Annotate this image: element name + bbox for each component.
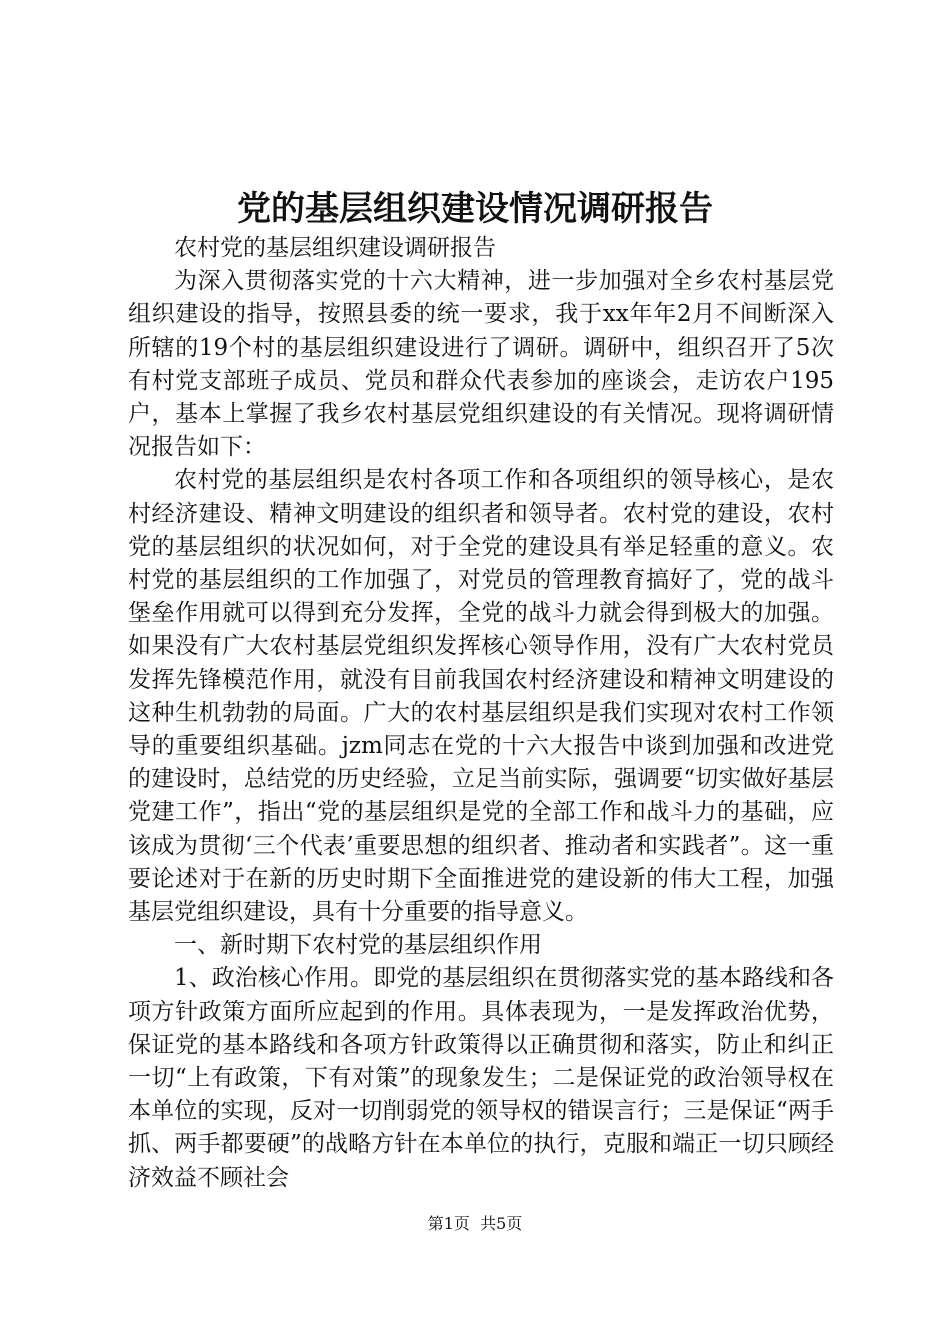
section-heading: 一、新时期下农村党的基层组织作用: [174, 932, 542, 959]
page-footer: [0, 1214, 950, 1234]
body-paragraph: 农村党的基层组织是农村各项工作和各项组织的领导核心，是农村经济建设、精神文明建设的组织者和领导者。农村党的建设，农村党的基层组织的状况如何，对于全党的建设具有举足轻重的意义。农村党的基层组织的工作加强了，对党员的管理教育搞好了，党的战斗堡垒作用就可以得到充分发挥，全党的战斗力就会得到极大的加强。如果没有广大农村基层党组织发挥核心领导作用，没有广大农村党员发挥先锋模范作用，就没有目前我国农村经济建设和精神文明建设的这种生机勃勃的局面。广大的农村基层组织是我们实现对农村工作领导的重要组织基础。jzm同志在党的十六大报告中谈到加强和改进党的建设时，总结党的历史经验，立足当前实际，强调要“切实做好基层党建工作”，指出“党的基层组织是党的全部工作和战斗力的基础，应该成为贯彻‘三个代表’重要思想的组织者、推动者和实践者”。这一重要论述对于在新的历史时期下全面推进党的建设新的伟大工程，加强基层党组织建设，具有十分重要的指导意义。: [128, 467, 834, 926]
page-total: 共5页: [480, 1214, 523, 1233]
document-body: [128, 232, 834, 1195]
intro-paragraph: 为深入贯彻落实党的十六大精神，进一步加强对全乡农村基层党组织建设的指导，按照县委的统一要求，我于xx年年2月不间断深入所辖的19个村的基层组织建设进行了调研。调研中，组织召开了5次有村党支部班子成员、党员和群众代表参加的座谈会，走访农户195户，基本上掌握了我乡农村基层党组织建设的有关情况。现将调研情况报告如下：: [128, 268, 834, 461]
subtitle-paragraph: 农村党的基层组织建设调研报告: [174, 235, 496, 261]
document-title: 党的基层组织建设情况调研报告: [237, 189, 713, 229]
body-paragraph: 1、政治核心作用。即党的基层组织在贯彻落实党的基本路线和各项方针政策方面所应起到的作用。具体表现为，一是发挥政治优势，保证党的基本路线和各项方针政策得以正确贯彻和落实，防止和纠正一切“上有政策，下有对策”的现象发生；二是保证党的政治领导权在本单位的实现，反对一切削弱党的领导权的错误言行；三是保证“两手抓、两手都要硬”的战略方针在本单位的执行，克服和端正一切只顾经济效益不顾社会: [128, 965, 834, 1191]
page-number: 第1页: [427, 1214, 470, 1233]
